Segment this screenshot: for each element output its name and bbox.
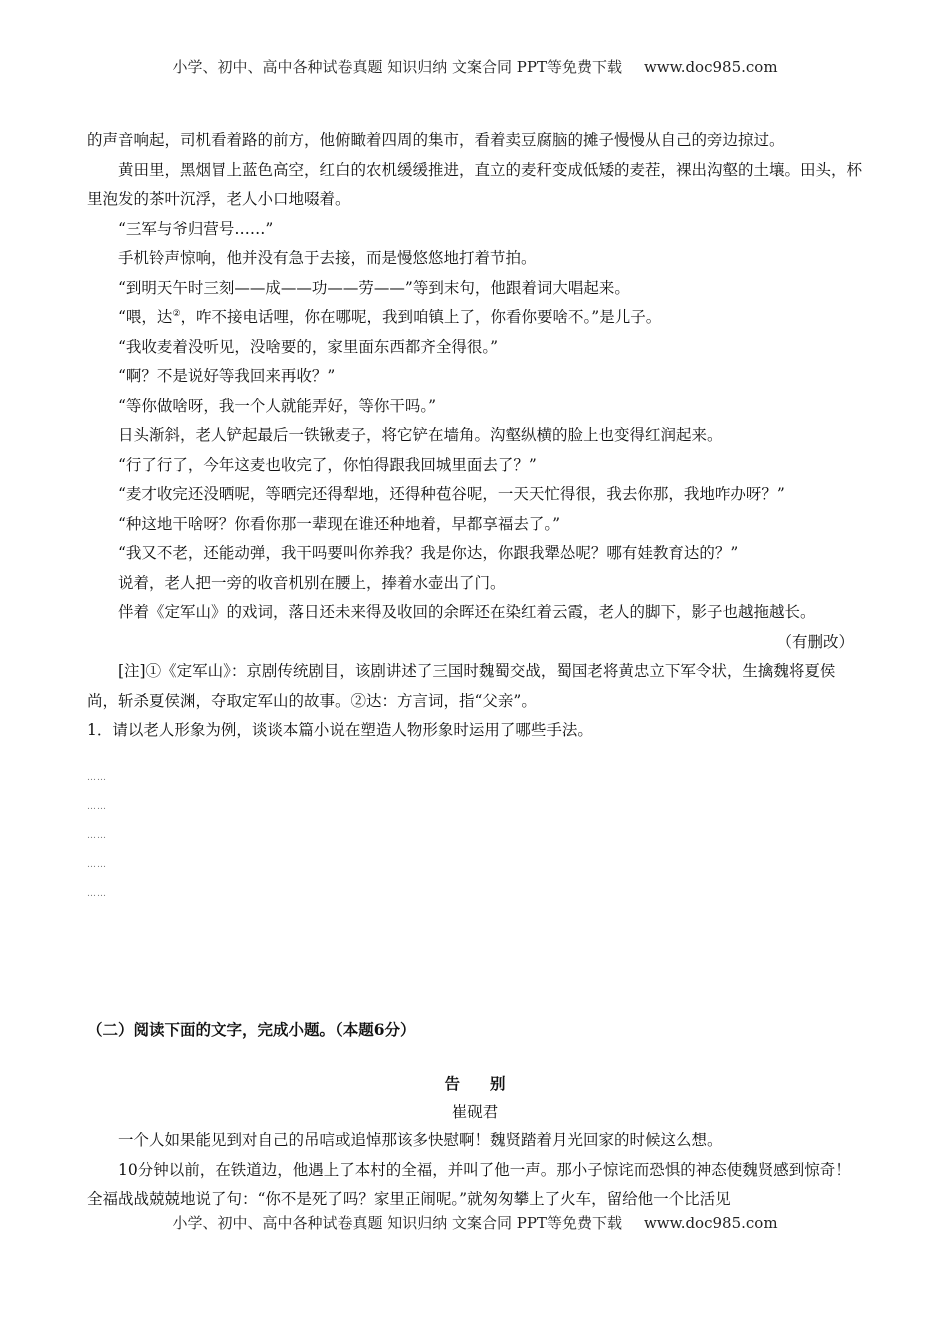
story-paragraph: 日头渐斜，老人铲起最后一铁锹麦子，将它铲在墙角。沟壑纵横的脸上也变得红润起来。 [118,426,723,444]
article-paragraph: 10分钟以前，在铁道边，他遇上了本村的全福，并叫了他一声。那小子惊诧而恐惧的神态使魏贤感到惊奇！全福战战兢兢地说了句：“你不是死了吗？家里正闹呢。”就匆匆攀上了火车，留给他一个比活见 [87,1160,851,1208]
page-footer [0,1212,950,1233]
story-paragraph: “行了行了，今年这麦也收完了，你怕得跟我回城里面去了？” [118,455,537,474]
answer-line[interactable]: …… [87,859,107,870]
answer-line[interactable]: …… [87,830,107,841]
section-heading: （二）阅读下面的文字，完成小题。（本题6分） [87,1020,416,1039]
story-paragraph: 的声音响起，司机看着路的前方，他俯瞰着四周的集市，看着卖豆腐脑的摊子慢慢从自己的旁边掠过。 [87,131,785,149]
story-paragraph: 手机铃声惊响，他并没有急于去接，而是慢悠悠地打着节拍。 [118,249,537,267]
footer-text: 小学、初中、高中各种试卷真题 知识归纳 文案合同 PPT等免费下载 [172,1214,622,1232]
article-paragraph: 一个人如果能见到对自己的吊唁或追悼那该多快慰啊！魏贤踏着月光回家的时候这么想。 [118,1131,723,1149]
story-paragraph: “到明天午时三刻——成——功——劳——”等到末句，他跟着词大唱起来。 [118,278,630,297]
story-paragraph: “麦才收完还没晒呢，等晒完还得犁地，还得种苞谷呢，一天天忙得很，我去你那，我地咋办呀？” [118,485,785,503]
answer-line[interactable]: …… [87,801,107,812]
story-paragraph: “啊？不是说好等我回来再收？” [118,367,336,385]
story-paragraph: “种这地干啥呀？你看你那一辈现在谁还种地着，早都享福去了。” [118,514,561,533]
story-paragraph: “我收麦着没听见，没啥要的，家里面东西都齐全得很。” [118,337,499,356]
story-paragraph: 黄田里，黑烟冒上蓝色高空，红白的农机缓缓推进，直立的麦秆变成低矮的麦茬，裸出沟壑的土壤。田头，杯里泡发的茶叶沉浮，老人小口地啜着。 [87,160,863,208]
story-paragraph [87,303,862,333]
source-note: （有删改） [776,632,854,651]
footer-url[interactable]: www.doc985.com [643,1214,778,1232]
page-header [0,56,950,77]
answer-area[interactable] [87,754,862,899]
story-paragraph: “我又不老，还能动弹，我干吗要叫你养我？我是你达，你跟我犟怂呢？哪有娃教育达的？” [118,544,739,562]
answer-line[interactable]: …… [87,772,107,783]
story-paragraph: 伴着《定军山》的戏词，落日还未来得及收回的余晖还在染红着云霞，老人的脚下，影子也越拖越长。 [118,603,816,621]
header-url[interactable]: www.doc985.com [643,58,778,76]
story-paragraph: “三军与爷归营号……” [118,219,274,238]
story-body [87,126,862,899]
question-1: 1．请以老人形象为例，谈谈本篇小说在塑造人物形象时运用了哪些手法。 [87,721,593,739]
article-body [87,1126,862,1215]
dialog-text: ，咋不接电话哩，你在哪呢，我到咱镇上了，你看你要啥不。”是儿子。 [180,308,662,326]
article-author: 崔砚君 [451,1103,499,1121]
header-text: 小学、初中、高中各种试卷真题 知识归纳 文案合同 PPT等免费下载 [172,58,622,76]
article-title: 告别 [444,1074,536,1093]
story-paragraph: “等你做啥呀，我一个人就能弄好，等你干吗。” [118,396,437,415]
annotation-note: [注]①《定军山》：京剧传统剧目，该剧讲述了三国时魏蜀交战，蜀国老将黄忠立下军令状，生擒魏将夏侯尚，斩杀夏侯渊，夺取定军山的故事。②达：方言词，指“父亲”。 [87,662,836,710]
dialog-text: “喂，达 [118,308,173,326]
answer-line[interactable]: …… [87,888,107,899]
footnote-marker: ② [172,308,181,319]
story-paragraph: 说着，老人把一旁的收音机别在腰上，捧着水壶出了门。 [118,573,506,592]
